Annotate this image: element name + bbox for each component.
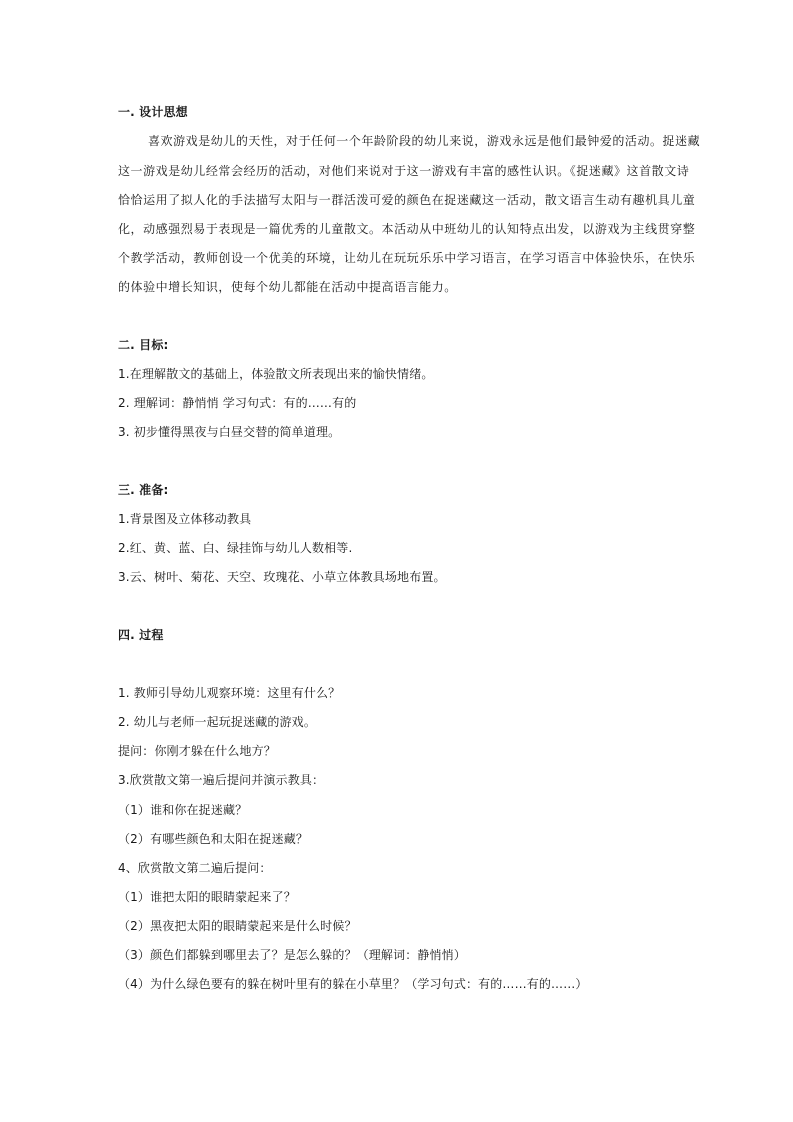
design-paragraph-line: 化，动感强烈易于表现是一篇优秀的儿童散文。本活动从中班幼儿的认知特点出发，以游戏为主线贯穿整 (118, 222, 696, 236)
process-item: （2）有哪些颜色和太阳在捉迷藏？ (118, 832, 309, 846)
section-heading-goals: 二. 目标: (118, 338, 169, 352)
design-paragraph-line: 的体验中增长知识，使每个幼儿都能在活动中提高语言能力。 (118, 280, 457, 294)
section-heading-design: 一. 设计思想 (118, 105, 188, 119)
process-item: 2. 幼儿与老师一起玩捉迷藏的游戏。 (118, 715, 316, 729)
process-item: 1. 教师引导幼儿观察环境：这里有什么？ (118, 686, 341, 700)
design-paragraph-line: 这一游戏是幼儿经常会经历的活动，对他们来说对于这一游戏有丰富的感性认识。《捉迷藏》这首散文诗 (118, 164, 690, 178)
goal-item: 3. 初步懂得黑夜与白昼交替的简单道理。 (118, 425, 341, 439)
goal-item: 1.在理解散文的基础上，体验散文所表现出来的愉快情绪。 (118, 367, 434, 381)
section-heading-prep: 三. 准备: (118, 483, 169, 497)
process-item: （1）谁和你在捉迷藏？ (118, 803, 248, 817)
process-item: （4）为什么绿色要有的躲在树叶里有的躲在小草里？（学习句式：有的……有的……） (118, 977, 588, 991)
process-item: （3）颜色们都躲到哪里去了？是怎么躲的？（理解词：静悄悄） (118, 948, 466, 962)
prep-item: 3.云、树叶、菊花、天空、玫瑰花、小草立体教具场地布置。 (118, 570, 446, 584)
process-item: （1）谁把太阳的眼睛蒙起来了？ (118, 890, 296, 904)
section-heading-process: 四. 过程 (118, 628, 164, 642)
design-paragraph-line: 喜欢游戏是幼儿的天性，对于任何一个年龄阶段的幼儿来说，游戏永远是他们最钟爱的活动。捉迷藏 (148, 134, 701, 148)
process-item: 提问：你刚才躲在什么地方？ (118, 744, 276, 758)
process-item: （2）黑夜把太阳的眼睛蒙起来是什么时候？ (118, 919, 357, 933)
goal-item: 2. 理解词：静悄悄 学习句式：有的……有的 (118, 396, 357, 410)
process-item: 4、欣赏散文第二遍后提问： (118, 861, 272, 875)
design-paragraph-line: 个教学活动，教师创设一个优美的环境，让幼儿在玩玩乐乐中学习语言，在学习语言中体验快乐，在快乐 (118, 251, 696, 265)
design-paragraph-line: 恰恰运用了拟人化的手法描写太阳与一群活泼可爱的颜色在捉迷藏这一活动，散文语言生动有趣机具儿童 (118, 193, 696, 207)
prep-item: 1.背景图及立体移动教具 (118, 512, 252, 526)
process-item: 3.欣赏散文第一遍后提问并演示教具： (118, 773, 325, 787)
prep-item: 2.红、黄、蓝、白、绿挂饰与幼儿人数相等. (118, 541, 353, 555)
